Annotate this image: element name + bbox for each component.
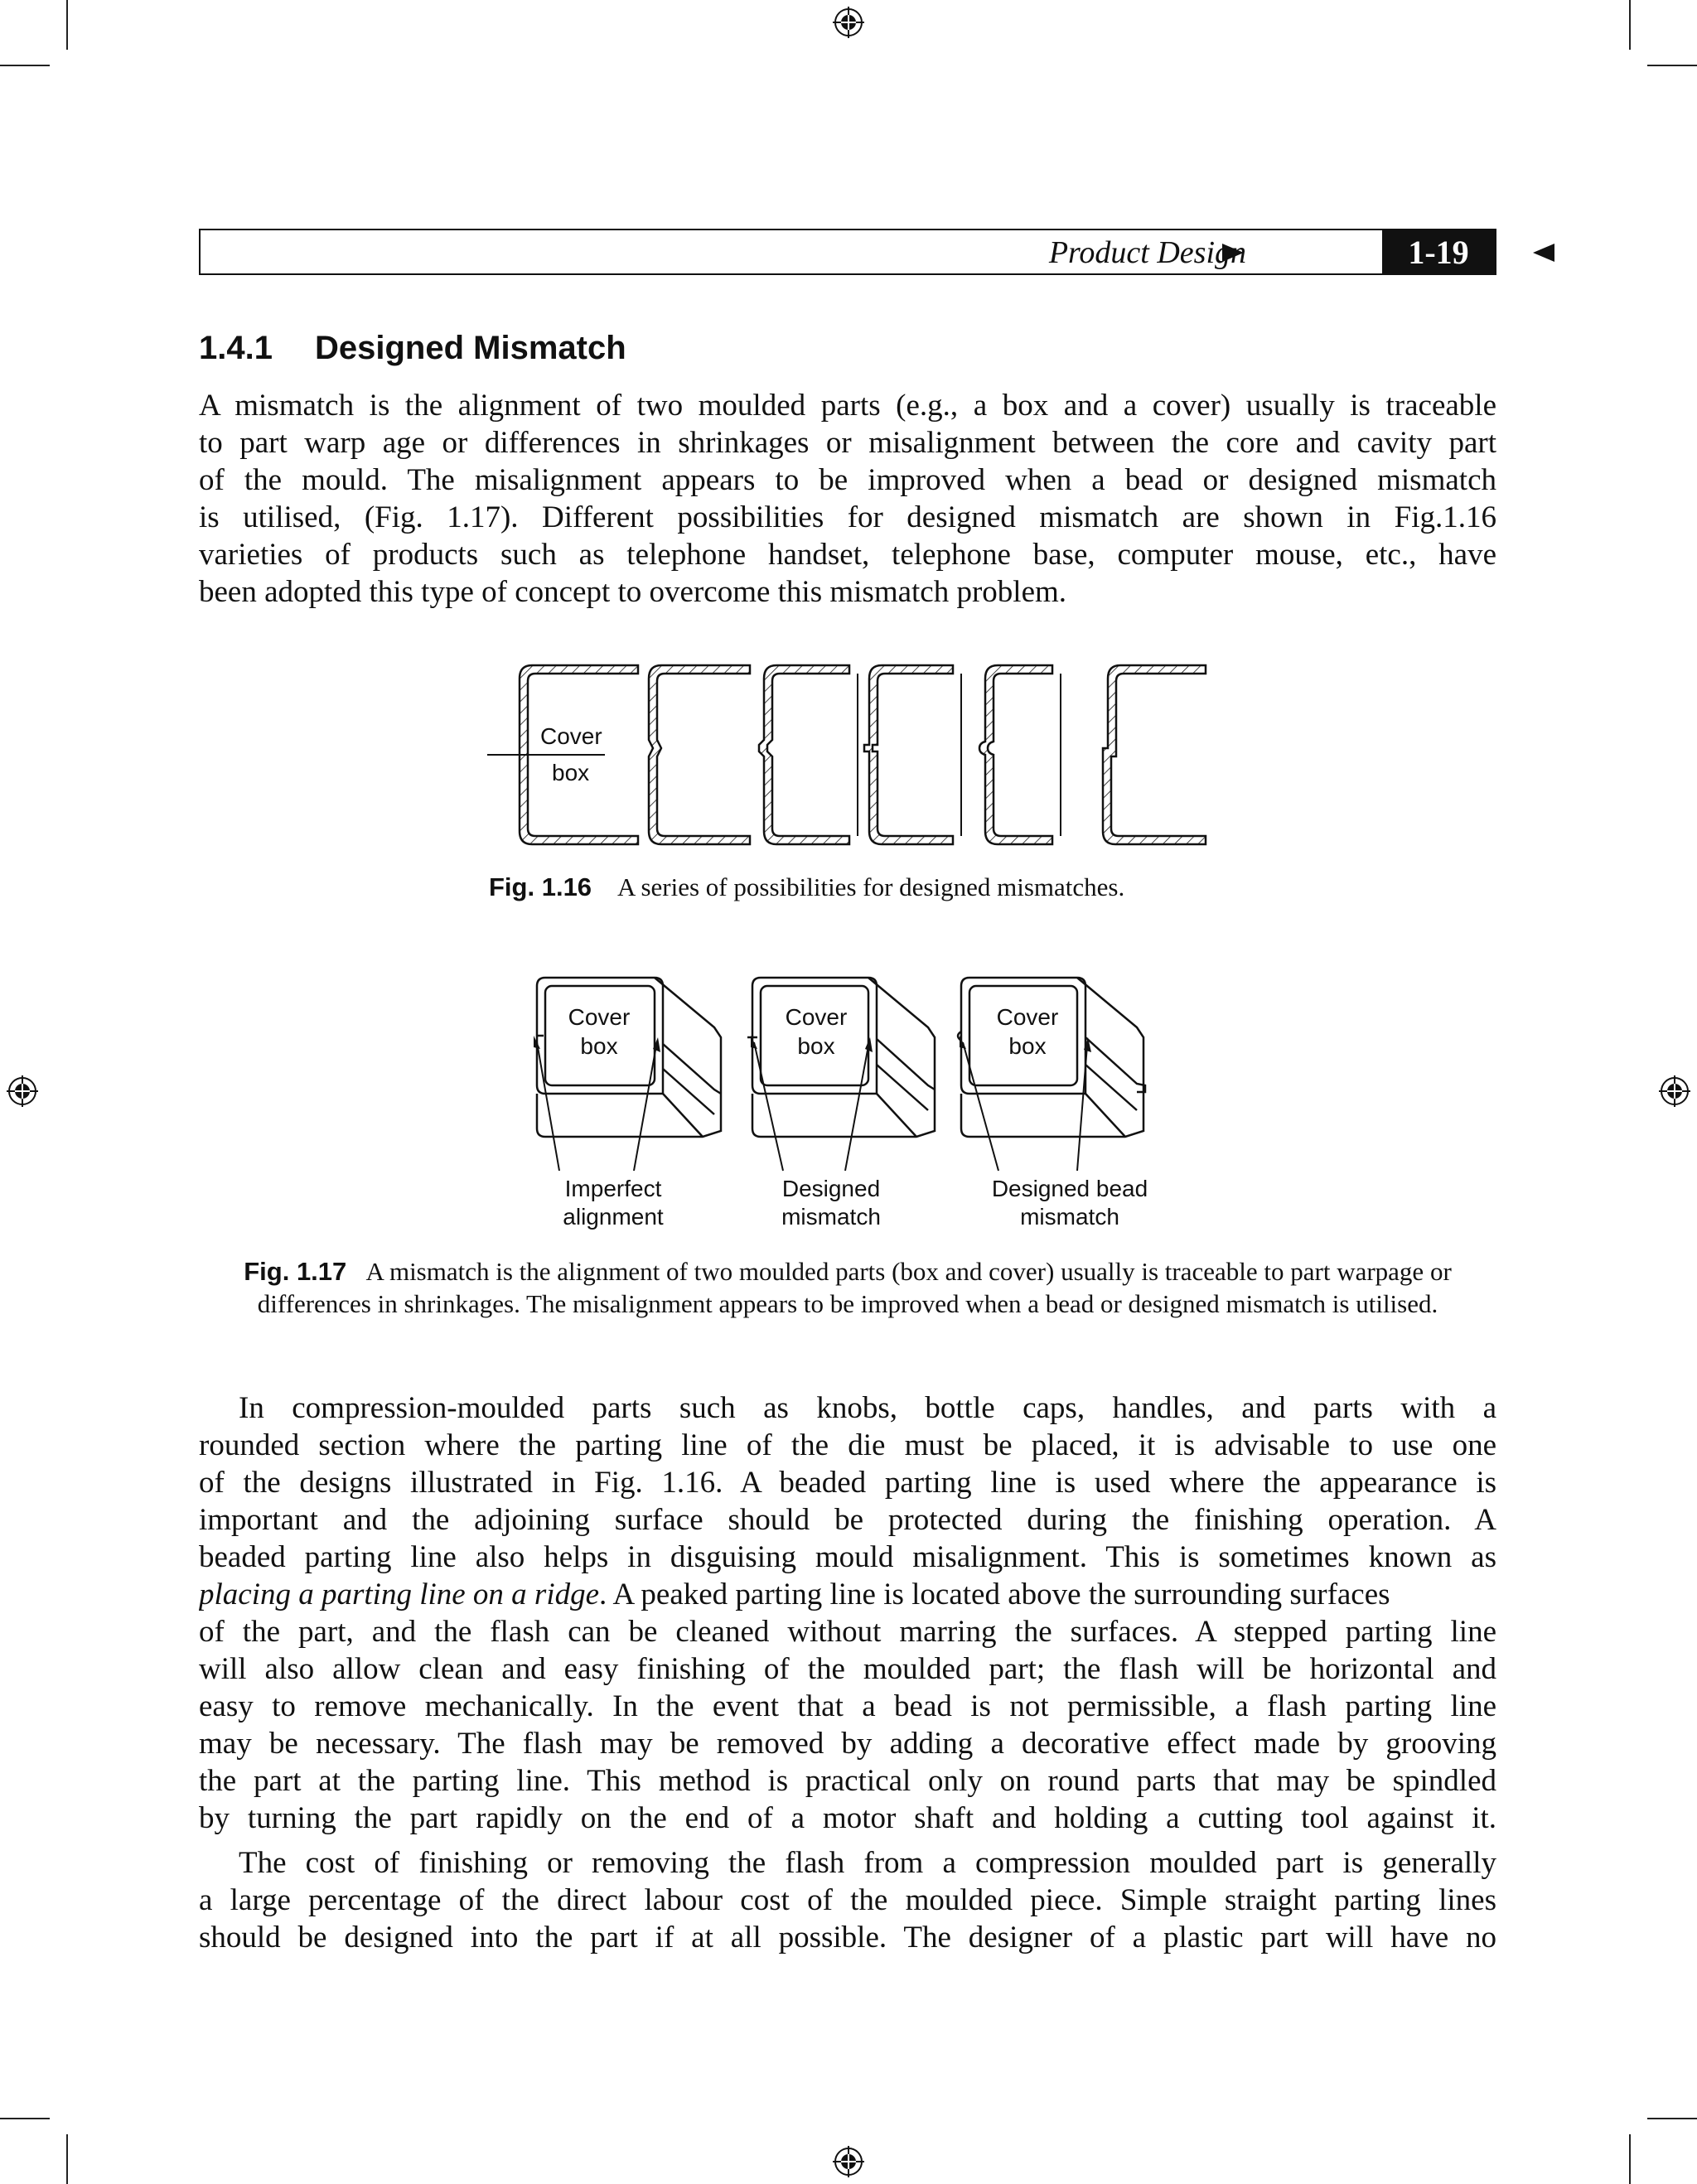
panel-1-box: box [580, 1033, 618, 1059]
panel-3-label-line1: Designed bead [991, 1176, 1148, 1201]
running-title: Product Design [1048, 235, 1246, 270]
panel-2-label-line2: mismatch [781, 1204, 881, 1230]
triangle-left-icon [1533, 244, 1554, 262]
crop-mark [66, 0, 68, 50]
caption-text: A series of possibilities for designed mismatches. [617, 872, 1125, 901]
panel-1-label-line2: alignment [563, 1204, 664, 1230]
text-line: the part at the parting line. This method is practical only on round parts that may be spindled [199, 1764, 1496, 1798]
section-profile-6 [1103, 665, 1206, 844]
panel-3-cover: Cover [996, 1004, 1059, 1030]
text-line: to part warp age or differences in shrinkages or misalignment between the core and cavity part [199, 426, 1496, 460]
panel-3-label-line2: mismatch [1020, 1204, 1119, 1230]
paragraph-1 [199, 387, 1496, 611]
panel-3-drawing [958, 978, 1145, 1137]
panel-3-box: box [1008, 1033, 1047, 1059]
panel-1-label-line1: Imperfect [564, 1176, 662, 1201]
panel-1-cover: Cover [568, 1004, 631, 1030]
panel-2-drawing [747, 978, 935, 1137]
text-line: A mismatch is the alignment of two moulded parts (e.g., a box and a cover) usually is traceable [199, 389, 1496, 423]
registration-mark-icon [833, 7, 864, 38]
panel-2-label-line1: Designed [781, 1176, 881, 1201]
running-header [199, 229, 1496, 275]
panel-2-box: box [797, 1033, 835, 1059]
crop-mark [1629, 0, 1631, 50]
crop-mark [66, 2134, 68, 2184]
section-profile-2 [649, 665, 750, 844]
figure-1-17 [497, 961, 1210, 1235]
paragraph-2 [199, 1389, 1496, 1874]
panel-1-drawing [537, 978, 721, 1137]
text-line: beaded parting line also helps in disguising mould misalignment. This is sometimes known as [199, 1540, 1496, 1574]
text-line: of the designs illustrated in Fig. 1.16. A beaded parting line is used where the appearance is [199, 1466, 1496, 1500]
crop-mark [1629, 2134, 1631, 2184]
crop-mark [1647, 65, 1697, 66]
section-profile-4 [864, 665, 953, 844]
crop-mark [0, 65, 50, 66]
section-title: Designed Mismatch [315, 330, 626, 366]
text-line: rounded section where the parting line of the die must be placed, it is advisable to use one [199, 1428, 1496, 1462]
figure-1-17-caption [207, 1255, 1488, 1320]
text-line: important and the adjoining surface should be protected during the finishing operation. A [199, 1503, 1496, 1537]
section-heading [199, 325, 1525, 371]
cover-label: Cover [540, 723, 602, 749]
text-line: varieties of products such as telephone handset, telephone base, computer mouse, etc., have [199, 538, 1496, 572]
registration-mark-icon [833, 2146, 864, 2177]
text-line: may be necessary. The flash may be removed by adding a decorative effect made by grooving [199, 1727, 1496, 1761]
text-line: is utilised, (Fig. 1.17). Different possibilities for designed mismatch are shown in Fig.1.16 [199, 500, 1496, 534]
text-line: of the part, and the flash can be cleaned without marring the surfaces. A stepped parting line [199, 1615, 1496, 1649]
text-line: should be designed into the part if at all possible. The designer of a plastic part will have no [199, 1921, 1496, 1954]
text-line: will also allow clean and easy finishing of the moulded part; the flash will be horizontal and [199, 1652, 1496, 1686]
caption-text: A mismatch is the alignment of two moulded parts (box and cover) usually is traceable to part warpage or differences in shrinkages. The misalignment appears to be improved when a bead or designed mismatch is utilised. [257, 1257, 1452, 1318]
text-line-rest: . A peaked parting line is located above the surrounding surfaces [599, 1578, 1390, 1611]
registration-mark-icon [7, 1075, 38, 1107]
text-line: The cost of finishing or removing the flash from a compression moulded part is generally [239, 1846, 1496, 1880]
section-number: 1.4.1 [199, 330, 273, 366]
crop-mark [1647, 2118, 1697, 2119]
figure-label: Fig. 1.17 [244, 1257, 347, 1286]
figure-1-16-caption [489, 872, 1124, 902]
paragraph-3 [199, 1844, 1496, 1956]
text-line: of the mould. The misalignment appears to be improved when a bead or designed mismatch [199, 463, 1496, 497]
italic-term: placing a parting line on a ridge [199, 1578, 600, 1611]
text-line: In compression-moulded parts such as knobs, bottle caps, handles, and parts with a [239, 1391, 1496, 1425]
figure-label: Fig. 1.16 [489, 872, 592, 901]
text-line: easy to remove mechanically. In the event that a bead is not permissible, a flash parting line [199, 1689, 1496, 1723]
section-profile-3 [759, 665, 849, 844]
section-profile-5 [979, 665, 1052, 844]
figure-1-16 [481, 659, 1218, 851]
text-line: a large percentage of the direct labour cost of the moulded piece. Simple straight parting lines [199, 1883, 1496, 1917]
crop-mark [0, 2118, 50, 2119]
text-line: been adopted this type of concept to overcome this mismatch problem. [199, 575, 1067, 609]
panel-2-cover: Cover [785, 1004, 848, 1030]
text-line [199, 1576, 1496, 1613]
box-label: box [552, 760, 590, 785]
text-line: by turning the part rapidly on the end of a motor shaft and holding a cutting tool against it. [199, 1801, 1496, 1835]
page-number: 1-19 [1382, 230, 1495, 273]
registration-mark-icon [1659, 1075, 1690, 1107]
